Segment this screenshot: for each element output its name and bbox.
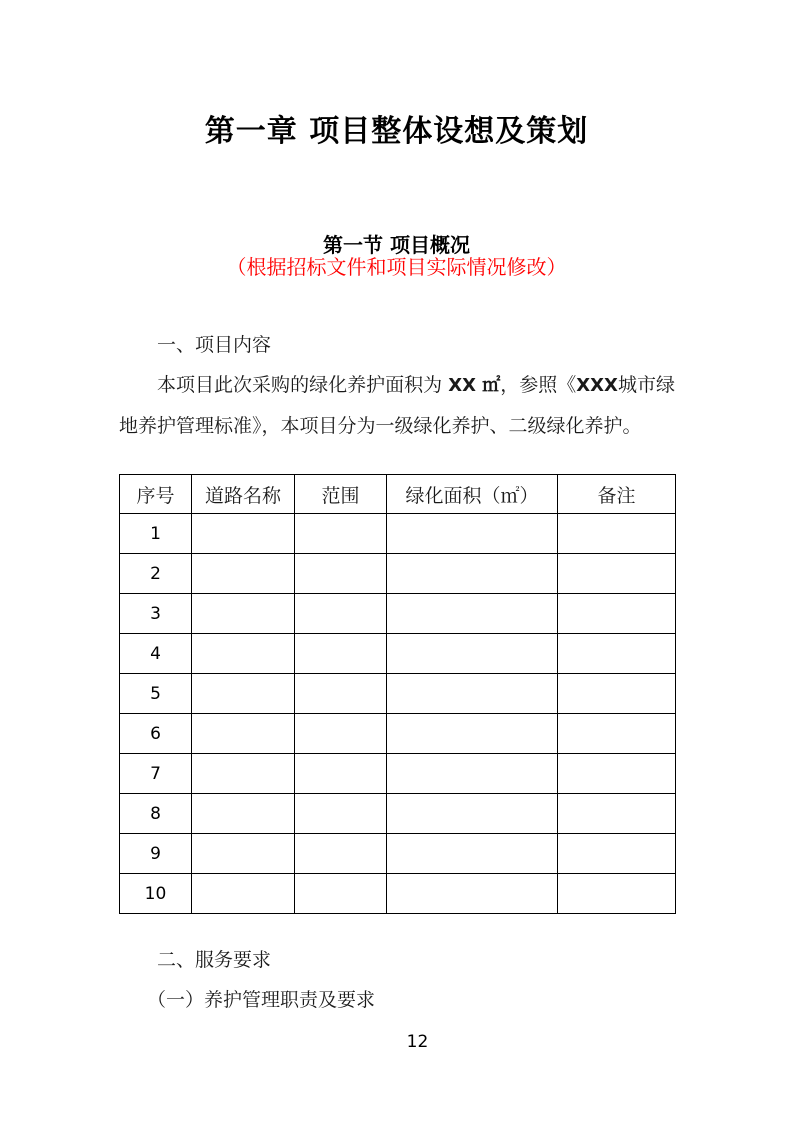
- table-row: [120, 634, 676, 674]
- paragraph-text-part-2: ，参照《: [500, 374, 577, 396]
- table-row: [120, 594, 676, 634]
- paragraph-emphasis-area: XX ㎡: [448, 375, 501, 396]
- table-row: [120, 794, 676, 834]
- cell-road[interactable]: [192, 554, 295, 594]
- cell-index: 5: [120, 674, 192, 714]
- table-header-index: 序号: [120, 475, 192, 514]
- item-one-heading: 一、项目内容: [157, 334, 272, 356]
- cell-scope[interactable]: [295, 754, 387, 794]
- cell-area[interactable]: [387, 754, 558, 794]
- cell-road[interactable]: [192, 674, 295, 714]
- cell-remark[interactable]: [558, 874, 676, 914]
- table-body: [120, 514, 676, 914]
- cell-index: 8: [120, 794, 192, 834]
- cell-remark[interactable]: [558, 714, 676, 754]
- cell-road[interactable]: [192, 834, 295, 874]
- paragraph-text-part-3: 城市绿地养护管理标准》，本项目分为一级绿化养护、二级绿化养护。: [119, 374, 675, 437]
- table-header-remark: 备注: [558, 475, 676, 514]
- table-header-row: [120, 475, 676, 514]
- cell-area[interactable]: [387, 834, 558, 874]
- cell-road[interactable]: [192, 594, 295, 634]
- greening-area-table: [119, 474, 676, 914]
- cell-road[interactable]: [192, 714, 295, 754]
- table-header-area: 绿化面积（㎡）: [387, 475, 558, 514]
- cell-scope[interactable]: [295, 714, 387, 754]
- cell-index: 1: [120, 514, 192, 554]
- cell-road[interactable]: [192, 634, 295, 674]
- table-row: [120, 874, 676, 914]
- table-row: [120, 674, 676, 714]
- cell-area[interactable]: [387, 634, 558, 674]
- cell-area[interactable]: [387, 674, 558, 714]
- cell-remark[interactable]: [558, 674, 676, 714]
- paragraph-emphasis-standard: XXX: [576, 375, 618, 396]
- cell-scope[interactable]: [295, 514, 387, 554]
- table-row: [120, 754, 676, 794]
- table-row: [120, 554, 676, 594]
- page-number: 12: [406, 1032, 429, 1052]
- cell-scope[interactable]: [295, 554, 387, 594]
- cell-area[interactable]: [387, 514, 558, 554]
- cell-index: 9: [120, 834, 192, 874]
- item-two-sub-heading-1: （一）养护管理职责及要求: [147, 989, 376, 1011]
- section-note-red: （根据招标文件和项目实际情况修改）: [226, 255, 567, 279]
- cell-scope[interactable]: [295, 594, 387, 634]
- cell-remark[interactable]: [558, 794, 676, 834]
- paragraph-text-part-1: 本项目此次采购的绿化养护面积为: [157, 374, 449, 396]
- cell-index: 10: [120, 874, 192, 914]
- cell-road[interactable]: [192, 754, 295, 794]
- cell-road[interactable]: [192, 794, 295, 834]
- cell-remark[interactable]: [558, 514, 676, 554]
- chapter-title: 第一章 项目整体设想及策划: [204, 114, 589, 150]
- cell-scope[interactable]: [295, 834, 387, 874]
- cell-scope[interactable]: [295, 794, 387, 834]
- cell-index: 3: [120, 594, 192, 634]
- table-row: [120, 514, 676, 554]
- table-row: [120, 834, 676, 874]
- paragraph-project-content: [119, 365, 675, 446]
- section-heading: 第一节 项目概况: [323, 232, 470, 257]
- cell-area[interactable]: [387, 554, 558, 594]
- table-head: [120, 475, 676, 514]
- cell-scope[interactable]: [295, 874, 387, 914]
- item-two-heading: 二、服务要求: [157, 949, 272, 971]
- cell-remark[interactable]: [558, 834, 676, 874]
- cell-index: 6: [120, 714, 192, 754]
- cell-road[interactable]: [192, 874, 295, 914]
- cell-road[interactable]: [192, 514, 295, 554]
- table-header-scope: 范围: [295, 475, 387, 514]
- cell-remark[interactable]: [558, 754, 676, 794]
- cell-area[interactable]: [387, 714, 558, 754]
- cell-remark[interactable]: [558, 634, 676, 674]
- cell-area[interactable]: [387, 794, 558, 834]
- cell-scope[interactable]: [295, 634, 387, 674]
- cell-index: 4: [120, 634, 192, 674]
- cell-index: 2: [120, 554, 192, 594]
- cell-area[interactable]: [387, 594, 558, 634]
- cell-remark[interactable]: [558, 594, 676, 634]
- table-header-road: 道路名称: [192, 475, 295, 514]
- cell-area[interactable]: [387, 874, 558, 914]
- cell-remark[interactable]: [558, 554, 676, 594]
- cell-scope[interactable]: [295, 674, 387, 714]
- cell-index: 7: [120, 754, 192, 794]
- table-row: [120, 714, 676, 754]
